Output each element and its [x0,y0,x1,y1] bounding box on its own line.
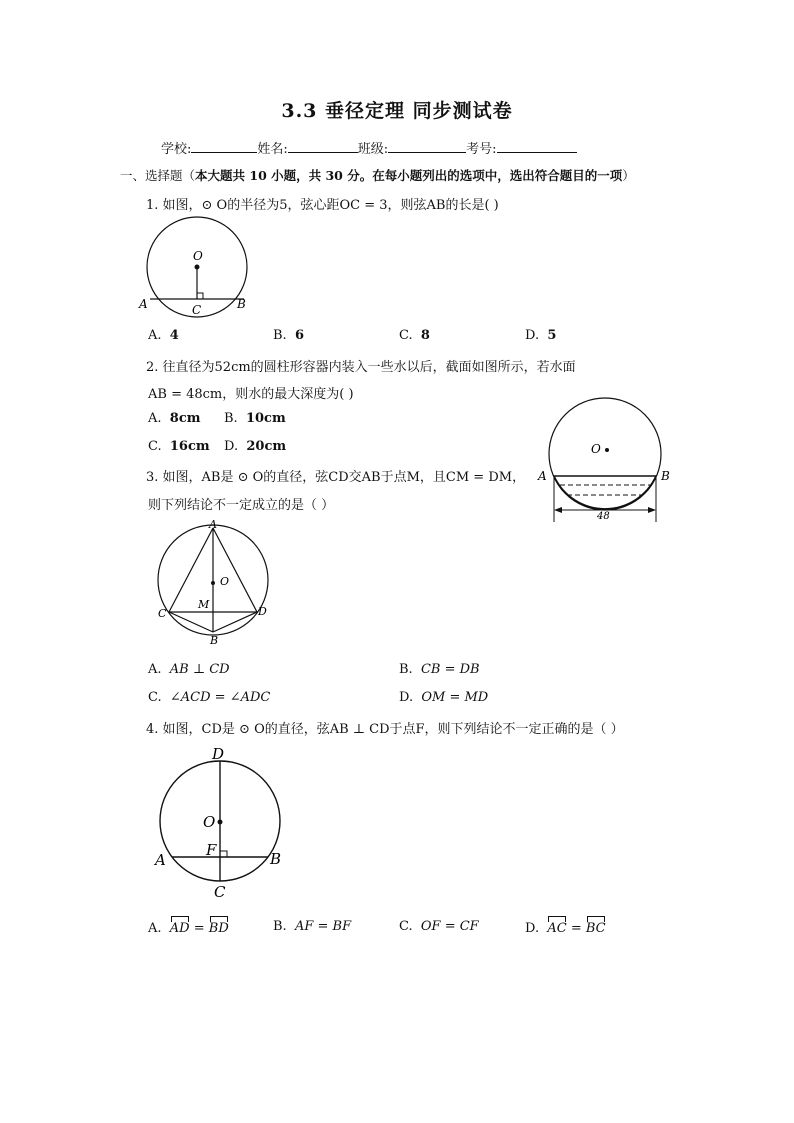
question-3-label-d: D [258,605,267,618]
question-1-label-b: B [237,297,246,311]
arc-bc: BC [585,921,606,936]
arc-ac: AC [547,921,567,936]
question-1-option-d[interactable]: D. 5 [525,328,557,343]
question-4-option-c[interactable]: C. OF = CF [399,919,479,934]
exam-no-label: 考号: [466,142,497,157]
question-1-figure [139,222,255,322]
question-2-stem-line-2: AB = 48cm，则水的最大深度为( ) [148,387,354,402]
question-2-option-b[interactable]: B. 10cm [224,411,286,426]
question-3-option-c[interactable]: C. ∠ACD = ∠ADC [148,690,271,705]
question-4-option-d[interactable]: D. AC = BC [525,921,606,936]
question-4-label-f: F [206,841,217,859]
question-2-option-a[interactable]: A. 8cm [148,411,201,426]
question-3-label-m: M [198,598,210,611]
question-4-label-b: B [270,850,282,868]
question-1-option-a[interactable]: A. 4 [148,328,179,343]
question-3-label-o: O [220,575,230,588]
school-field [161,138,577,157]
question-4-label-d: D [212,745,225,763]
question-1-option-b[interactable]: B. 6 [273,328,304,343]
arc-bd: BD [208,921,229,936]
question-1-label-c: C [192,303,202,317]
question-4-label-o: O [203,813,216,831]
question-2-label-o: O [591,442,601,456]
question-4-figure [150,745,290,905]
question-1-label-o: O [193,249,203,263]
question-4-label-a: A [155,851,166,869]
question-2-figure [535,392,675,532]
question-4-label-c: C [214,883,226,901]
question-3-stem-line-1: 3. 如图，AB是 ⊙ O的直径，弦CD交AB于点M，且CM = DM， [146,470,526,485]
class-label: 班级: [357,142,389,157]
question-3-option-b[interactable]: B. CB = DB [399,662,480,677]
question-3-option-d[interactable]: D. OM = MD [399,690,489,705]
page-title: 3.3 垂径定理 同步测试卷 [281,100,513,122]
section-header: 一、选择题（本大题共 10 小题，共 30 分。在每小题列出的选项中，选出符合题目的一项） [120,168,635,183]
exam-no-blank[interactable] [497,140,577,153]
name-blank[interactable] [288,140,358,153]
question-4-stem: 4. 如图，CD是 ⊙ O的直径，弦AB ⊥ CD于点F，则下列结论不一定正确的是（ ） [146,722,624,737]
school-blank[interactable] [191,140,257,153]
question-2-option-c[interactable]: C. 16cm [148,439,210,454]
name-label: 姓名: [257,142,288,157]
question-2-stem-line-1: 2. 往直径为52cm的圆柱形容器内装入一些水以后，截面如图所示，若水面 [146,360,576,375]
question-3-label-a: A [209,518,217,531]
question-2-label-a: A [538,469,547,483]
question-1-label-a: A [139,297,148,311]
question-2-label-48: 48 [597,511,610,522]
question-2-option-d[interactable]: D. 20cm [224,439,287,454]
question-3-stem-line-2: 则下列结论不一定成立的是（ ） [148,498,335,513]
question-3-label-c: C [158,607,167,620]
question-1-stem: 1. 如图，⊙ O的半径为5，弦心距OC = 3，则弦AB的长是( ) [146,198,499,213]
question-2-label-b: B [661,469,670,483]
class-blank[interactable] [388,140,466,153]
question-3-figure [155,520,275,650]
question-3-label-b: B [210,634,219,647]
question-3-option-a[interactable]: A. AB ⊥ CD [148,662,230,677]
arc-ad: AD [169,921,190,936]
question-1-option-c[interactable]: C. 8 [399,328,430,343]
school-label: 学校: [161,142,192,157]
question-4-option-a[interactable]: A. AD = BD [148,921,229,936]
question-4-option-b[interactable]: B. AF = BF [273,919,352,934]
